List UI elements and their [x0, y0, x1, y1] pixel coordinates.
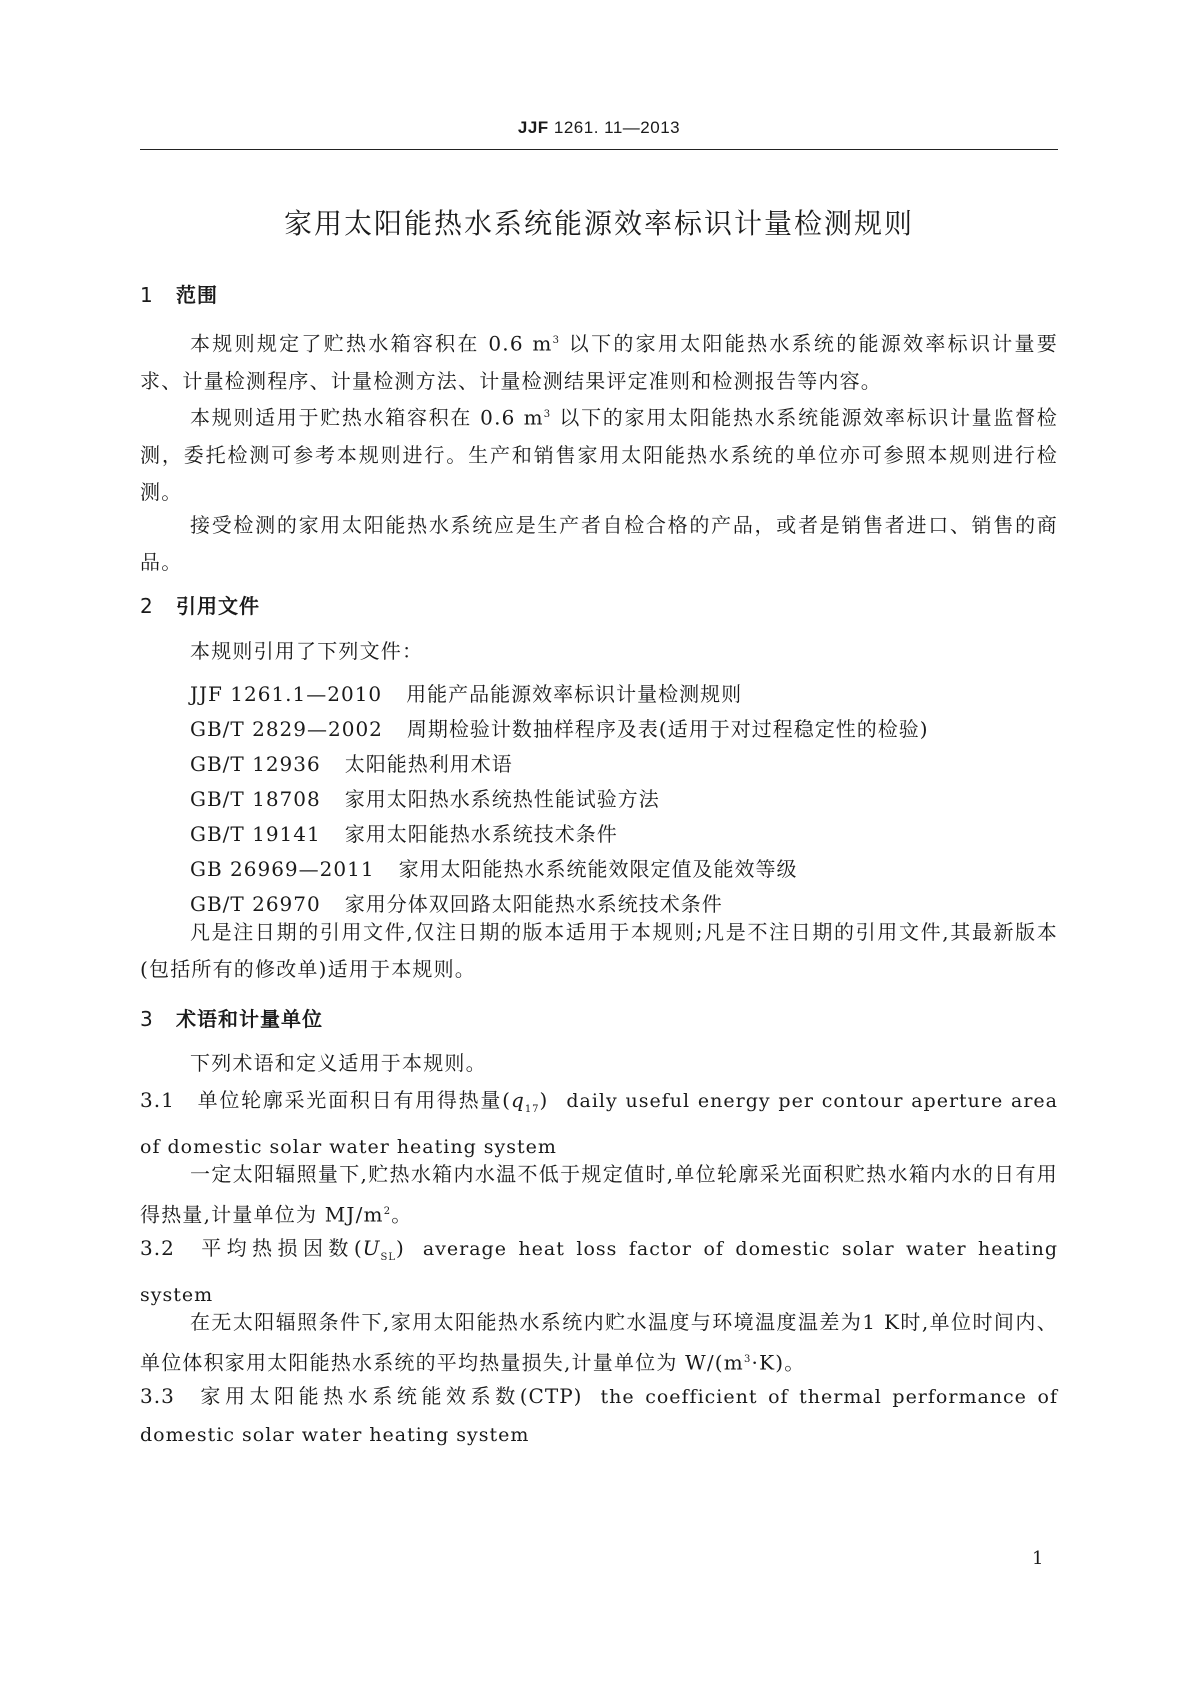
paragraph: 凡是注日期的引用文件,仅注日期的版本适用于本规则;凡是不注日期的引用文件,其最新版本(包括所有的修改单)适用于本规则。: [140, 920, 1058, 981]
reference-code: GB/T 26970: [190, 892, 321, 916]
reference-item: [190, 678, 742, 707]
term-3-2: [140, 1230, 1058, 1314]
text: 。: [391, 1202, 413, 1227]
term-number: 3.2: [140, 1236, 175, 1260]
paragraph: 下列术语和定义适用于本规则。: [190, 1051, 487, 1075]
term-english: daily useful energy per contour aperture area of domestic solar water heating system: [140, 1090, 1059, 1158]
section-number: 2: [140, 594, 154, 618]
section-title: 范围: [176, 283, 218, 307]
term-name: 家用太阳能热水系统能效系数(CTP): [196, 1384, 583, 1408]
superscript: 3: [743, 1354, 752, 1365]
section-number: 1: [140, 283, 154, 307]
reference-item: [190, 818, 618, 847]
header-rule: [140, 149, 1058, 150]
reference-item: [190, 783, 660, 812]
term-symbol: q: [511, 1088, 525, 1112]
term-number: 3.1: [140, 1088, 175, 1112]
paragraph: [140, 396, 1058, 511]
reference-code: JJF 1261.1—2010: [190, 682, 383, 706]
reference-item: [190, 713, 929, 742]
reference-code: GB/T 18708: [190, 787, 321, 811]
text: 在无太阳辐照条件下,家用太阳能热水系统内贮水温度与环境温度温差为1 K时,单位时间内、单位体积家用太阳能热水系统的平均热量损失,计量单位为 W/(m: [140, 1310, 1058, 1375]
section-number: 3: [140, 1007, 154, 1031]
reference-title: 家用太阳能热水系统技术条件: [344, 822, 618, 846]
header-code-prefix: JJF: [517, 118, 549, 137]
header-code-number: 1261. 11—2013: [553, 118, 681, 137]
superscript: 2: [383, 1206, 392, 1217]
section-1-heading: [140, 279, 218, 308]
text: 一定太阳辐照量下,贮热水箱内水温不低于规定值时,单位轮廓采光面积贮热水箱内水的日有用得热量,计量单位为 MJ/m: [140, 1162, 1058, 1227]
reference-title: 用能产品能源效率标识计量检测规则: [406, 682, 743, 706]
paragraph: 本规则引用了下列文件：: [190, 639, 424, 663]
reference-title: 家用太阳热水系统热性能试验方法: [344, 787, 660, 811]
reference-item: [190, 853, 798, 882]
reference-code: GB/T 19141: [190, 822, 321, 846]
section-title: 术语和计量单位: [176, 1007, 323, 1031]
reference-title: 太阳能热利用术语: [344, 752, 513, 776]
reference-code: GB 26969—2011: [190, 857, 375, 881]
term-3-3: [140, 1378, 1058, 1454]
page-number: 1: [1032, 1548, 1044, 1569]
section-2-heading: [140, 590, 260, 619]
superscript: 3: [552, 335, 561, 346]
term-name: 平均热损因数(: [196, 1236, 363, 1260]
superscript: 3: [543, 409, 552, 420]
term-symbol-subscript: SL: [380, 1252, 397, 1263]
reference-title: 周期检验计数抽样程序及表(适用于对过程稳定性的检验): [406, 717, 929, 741]
text: 本规则适用于贮热水箱容积在 0.6 m: [190, 405, 544, 430]
page-header: [140, 118, 1058, 138]
text: 以下的家用太阳能热水系统的能源效率标识计量要求、计量检测程序、计量检测方法、计量检测结果评定准则和检测报告等内容。: [140, 331, 1058, 393]
paragraph: [140, 322, 1058, 400]
text: ): [396, 1236, 405, 1260]
term-name: 单位轮廓采光面积日有用得热量(: [196, 1088, 511, 1112]
reference-code: GB/T 2829—2002: [190, 717, 383, 741]
term-symbol: U: [362, 1236, 381, 1260]
text: ): [539, 1088, 549, 1112]
paragraph: 接受检测的家用太阳能热水系统应是生产者自检合格的产品，或者是销售者进口、销售的商品。: [140, 513, 1058, 574]
term-english: the coefficient of thermal performance of domestic solar water heating system: [140, 1386, 1058, 1446]
document-title: 家用太阳能热水系统能源效率标识计量检测规则: [283, 207, 914, 240]
text: 本规则规定了贮热水箱容积在 0.6 m: [190, 331, 553, 356]
term-number: 3.3: [140, 1384, 175, 1408]
text: ·K)。: [751, 1350, 806, 1375]
reference-title: 家用分体双回路太阳能热水系统技术条件: [344, 892, 723, 916]
term-symbol-subscript: 17: [524, 1104, 540, 1115]
term-definition: [140, 1156, 1058, 1234]
text: 以下的家用太阳能热水系统能源效率标识计量监督检测，委托检测可参考本规则进行。生产和销售家用太阳能热水系统的单位亦可参照本规则进行检测。: [140, 405, 1058, 504]
reference-code: GB/T 12936: [190, 752, 321, 776]
reference-title: 家用太阳能热水系统能效限定值及能效等级: [398, 857, 798, 881]
term-3-1: [140, 1082, 1058, 1166]
section-title: 引用文件: [176, 594, 260, 618]
section-3-heading: [140, 1003, 323, 1032]
term-definition: [140, 1304, 1058, 1382]
reference-item: [190, 888, 723, 917]
term-english: average heat loss factor of domestic solar water heating system: [140, 1238, 1058, 1306]
reference-item: [190, 748, 513, 777]
